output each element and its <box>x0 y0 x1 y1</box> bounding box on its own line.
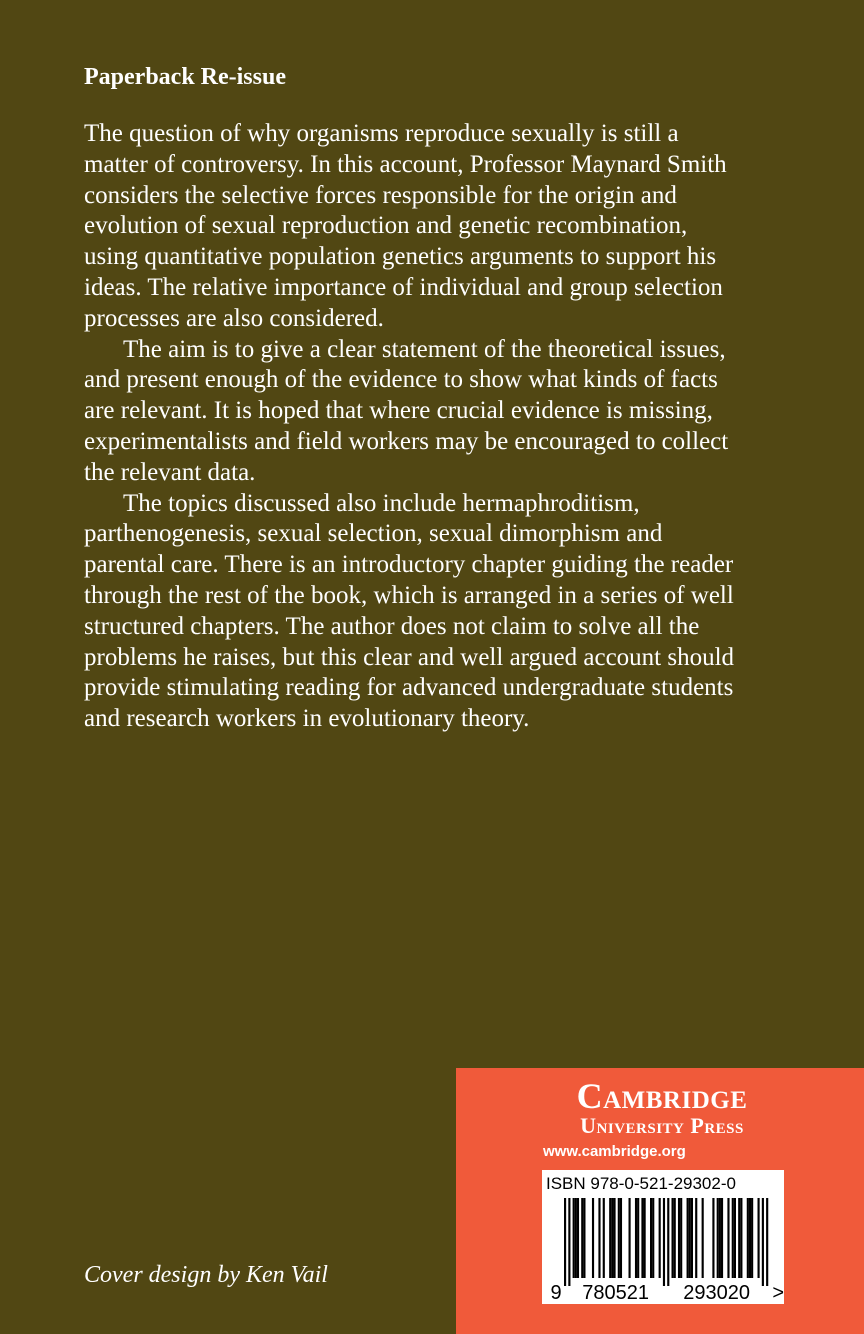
barcode-guard-bar <box>564 1198 566 1286</box>
barcode-bar <box>734 1198 736 1278</box>
isbn-label: ISBN 978-0-521-29302-0 <box>546 1174 736 1193</box>
barcode-icon <box>542 1170 784 1304</box>
barcode-end-marker: > <box>772 1282 784 1304</box>
barcode-bar <box>758 1198 760 1278</box>
blurb-line: The aim is to give a clear statement of the theoretical issues, <box>123 335 726 363</box>
blurb-text <box>84 119 804 735</box>
blurb-line: provide stimulating reading for advanced undergraduate students <box>84 674 734 702</box>
barcode-bar <box>641 1198 643 1278</box>
blurb-line: structured chapters. The author does not claim to solve all the <box>84 612 700 640</box>
blurb-line: parental care. There is an introductory chapter guiding the reader <box>84 551 734 579</box>
barcode-digits-right: 293020 <box>683 1282 751 1304</box>
barcode-bar <box>712 1198 714 1278</box>
barcode-bar <box>637 1198 639 1278</box>
blurb-line: experimentalists and field workers may be encouraged to collect <box>84 427 729 455</box>
cover-design-credit: Cover design by Ken Vail <box>84 1262 328 1288</box>
blurb-line: are relevant. It is hoped that where crucial evidence is missing, <box>84 397 713 425</box>
barcode-guard-bar <box>667 1198 669 1286</box>
barcode-guard-bar <box>663 1198 665 1286</box>
barcode-bar <box>717 1198 719 1278</box>
barcode-bar <box>592 1198 594 1278</box>
blurb-line: using quantitative population genetics arguments to support his <box>84 243 717 271</box>
publisher-press: University Press <box>580 1113 744 1138</box>
blurb-line: ideas. The relative importance of individual and group selection <box>84 273 723 301</box>
barcode-bar <box>738 1198 740 1278</box>
section-heading: Paperback Re-issue <box>84 64 286 90</box>
publisher-website: www.cambridge.org <box>543 1143 686 1160</box>
barcode-bar <box>575 1198 577 1278</box>
barcode-bar <box>732 1198 734 1278</box>
barcode-bar <box>652 1198 654 1278</box>
blurb-line: and research workers in evolutionary theory. <box>84 705 530 733</box>
blurb-line: through the rest of the book, which is arranged in a series of well <box>84 581 734 609</box>
barcode-bar <box>573 1198 575 1278</box>
barcode-bar <box>719 1198 721 1278</box>
barcode-bar <box>721 1198 723 1278</box>
blurb-line: the relevant data. <box>84 458 256 486</box>
barcode-bar <box>629 1198 631 1278</box>
blurb-line: The topics discussed also include hermaphroditism, <box>123 489 640 517</box>
barcode-bar <box>659 1198 661 1278</box>
barcode-bar <box>650 1198 652 1278</box>
barcode-bar <box>583 1198 585 1278</box>
barcode-bar <box>581 1198 583 1278</box>
blurb-line: matter of controversy. In this account, Professor Maynard Smith <box>84 150 727 178</box>
blurb-line: evolution of sexual reproduction and genetic recombination, <box>84 212 688 240</box>
barcode-digits-left: 780521 <box>582 1282 649 1304</box>
barcode-bar <box>620 1198 622 1278</box>
barcode-bar <box>680 1198 682 1278</box>
barcode-bar <box>618 1198 620 1278</box>
publisher-name: Cambridge <box>576 1076 748 1116</box>
publisher-panel <box>456 1068 864 1334</box>
barcode-guard-bar <box>762 1198 764 1286</box>
blurb-line: and present enough of the evidence to show what kinds of facts <box>84 366 718 394</box>
barcode-bar <box>613 1198 615 1278</box>
blurb-line: problems he raises, but this clear and well argued account should <box>84 643 735 671</box>
barcode-bar <box>644 1198 646 1278</box>
barcode-bar <box>598 1198 600 1278</box>
barcode-bar <box>678 1198 680 1278</box>
barcode-bar <box>687 1198 689 1278</box>
barcode-bar <box>672 1198 674 1278</box>
barcode-bar <box>747 1198 749 1278</box>
blurb-line: considers the selective forces responsible for the origin and <box>84 181 677 209</box>
barcode-bar <box>577 1198 579 1278</box>
barcode-bar <box>691 1198 693 1278</box>
barcode-guard-bar <box>568 1198 570 1286</box>
barcode-bar <box>749 1198 751 1278</box>
barcode-bar <box>702 1198 704 1278</box>
cambridge-logo <box>542 1076 782 1138</box>
blurb-line: parthenogenesis, sexual selection, sexual dimorphism and <box>84 520 663 548</box>
blurb-line: The question of why organisms reproduce sexually is still a <box>84 120 679 147</box>
barcode-bar <box>674 1198 676 1278</box>
barcode-bar <box>751 1198 753 1278</box>
barcode-bar <box>635 1198 637 1278</box>
barcode-guard-bar <box>766 1198 768 1286</box>
barcode-bar <box>727 1198 729 1278</box>
blurb-line: processes are also considered. <box>84 304 384 332</box>
barcode-bar <box>740 1198 742 1278</box>
barcode-bar <box>689 1198 691 1278</box>
barcode-digit-first: 9 <box>550 1282 562 1304</box>
barcode-bar <box>609 1198 611 1278</box>
barcode-bar <box>603 1198 605 1278</box>
barcode-bar <box>611 1198 613 1278</box>
barcode-bar <box>695 1198 697 1278</box>
isbn-barcode <box>542 1170 784 1304</box>
